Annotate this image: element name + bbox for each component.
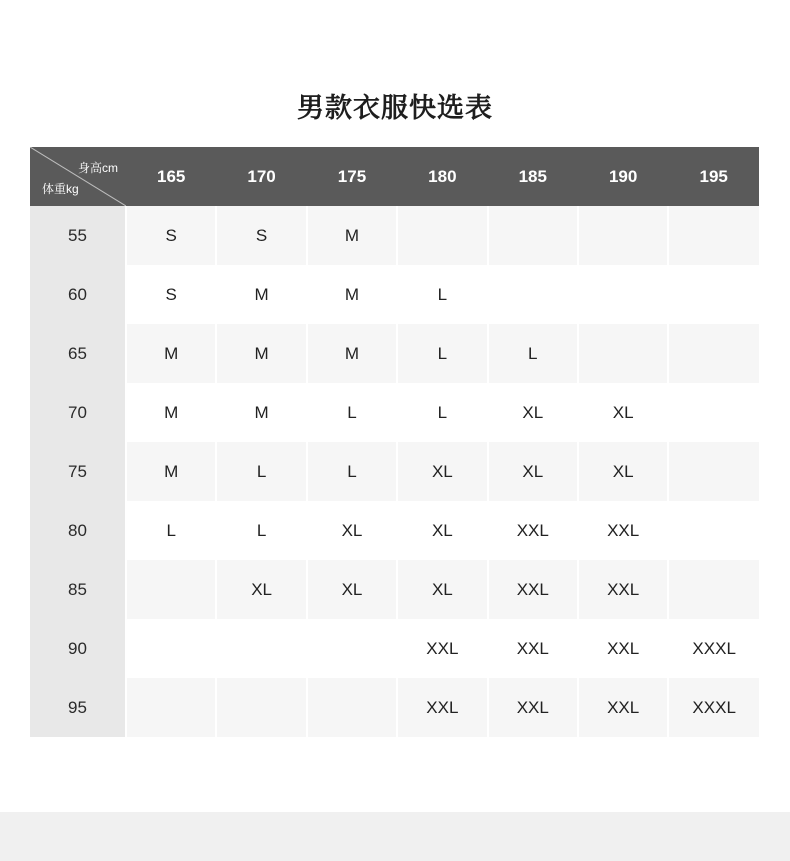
weight-cell: 55 xyxy=(30,206,126,265)
size-cell: XL xyxy=(397,442,487,501)
size-cell xyxy=(668,560,759,619)
size-cell xyxy=(126,678,216,737)
height-header-cell: 180 xyxy=(397,147,487,206)
diagonal-divider xyxy=(30,147,126,206)
footer-band xyxy=(0,812,790,861)
size-chart-table xyxy=(30,147,759,737)
size-cell: L xyxy=(397,265,487,324)
size-cell: XL xyxy=(488,383,578,442)
weight-cell: 75 xyxy=(30,442,126,501)
size-cell: M xyxy=(126,383,216,442)
size-cell xyxy=(126,619,216,678)
size-cell: XXL xyxy=(488,678,578,737)
size-cell: XXL xyxy=(578,619,668,678)
size-cell xyxy=(578,324,668,383)
size-cell xyxy=(126,560,216,619)
table-row xyxy=(30,619,759,678)
size-cell: S xyxy=(126,265,216,324)
table-row xyxy=(30,560,759,619)
size-cell: XXL xyxy=(578,560,668,619)
size-cell: L xyxy=(397,324,487,383)
size-cell: XL xyxy=(216,560,306,619)
corner-header-cell xyxy=(30,147,126,206)
size-cell xyxy=(578,206,668,265)
size-cell xyxy=(668,206,759,265)
height-header-cell: 175 xyxy=(307,147,397,206)
size-cell: L xyxy=(216,442,306,501)
size-cell: XXL xyxy=(488,619,578,678)
size-cell: XL xyxy=(307,501,397,560)
size-cell: XXXL xyxy=(668,619,759,678)
size-cell: XXL xyxy=(397,678,487,737)
size-cell xyxy=(307,678,397,737)
size-cell xyxy=(668,265,759,324)
size-cell: M xyxy=(307,324,397,383)
size-cell: M xyxy=(126,442,216,501)
size-cell xyxy=(216,678,306,737)
size-cell: XL xyxy=(307,560,397,619)
size-cell xyxy=(216,619,306,678)
size-cell: L xyxy=(126,501,216,560)
weight-cell: 95 xyxy=(30,678,126,737)
size-cell xyxy=(578,265,668,324)
weight-cell: 90 xyxy=(30,619,126,678)
size-cell: L xyxy=(307,442,397,501)
size-cell: S xyxy=(216,206,306,265)
size-cell: M xyxy=(216,383,306,442)
size-cell xyxy=(668,383,759,442)
size-cell: L xyxy=(307,383,397,442)
table-row xyxy=(30,324,759,383)
weight-cell: 85 xyxy=(30,560,126,619)
size-cell: XXL xyxy=(488,501,578,560)
weight-axis-label: 体重kg xyxy=(42,182,79,196)
height-header-cell: 185 xyxy=(488,147,578,206)
size-cell: M xyxy=(126,324,216,383)
size-cell xyxy=(307,619,397,678)
size-cell: L xyxy=(488,324,578,383)
weight-cell: 65 xyxy=(30,324,126,383)
weight-cell: 80 xyxy=(30,501,126,560)
size-cell: M xyxy=(216,265,306,324)
size-cell: XXL xyxy=(578,678,668,737)
table-row xyxy=(30,442,759,501)
size-cell: M xyxy=(307,265,397,324)
table-row xyxy=(30,678,759,737)
size-cell xyxy=(488,265,578,324)
height-header-cell: 170 xyxy=(216,147,306,206)
size-cell: L xyxy=(397,383,487,442)
size-cell: XL xyxy=(578,383,668,442)
table-row xyxy=(30,265,759,324)
height-header-cell: 190 xyxy=(578,147,668,206)
size-cell: M xyxy=(307,206,397,265)
size-cell: XL xyxy=(488,442,578,501)
weight-cell: 60 xyxy=(30,265,126,324)
table-row xyxy=(30,206,759,265)
size-cell xyxy=(397,206,487,265)
size-cell: XXL xyxy=(578,501,668,560)
page-title: 男款衣服快选表 xyxy=(297,93,493,124)
height-axis-label: 身高cm xyxy=(78,161,118,175)
header-row xyxy=(30,147,759,206)
size-cell: M xyxy=(216,324,306,383)
size-cell: L xyxy=(216,501,306,560)
height-header-cell: 195 xyxy=(668,147,759,206)
size-cell: XXL xyxy=(397,619,487,678)
height-header-cell: 165 xyxy=(126,147,216,206)
size-cell: XXL xyxy=(488,560,578,619)
table-row xyxy=(30,383,759,442)
weight-cell: 70 xyxy=(30,383,126,442)
size-cell xyxy=(668,442,759,501)
size-cell: S xyxy=(126,206,216,265)
size-cell: XXXL xyxy=(668,678,759,737)
size-cell xyxy=(668,324,759,383)
size-cell xyxy=(668,501,759,560)
size-cell: XL xyxy=(397,501,487,560)
size-cell: XL xyxy=(578,442,668,501)
table-row xyxy=(30,501,759,560)
size-cell xyxy=(488,206,578,265)
size-cell: XL xyxy=(397,560,487,619)
